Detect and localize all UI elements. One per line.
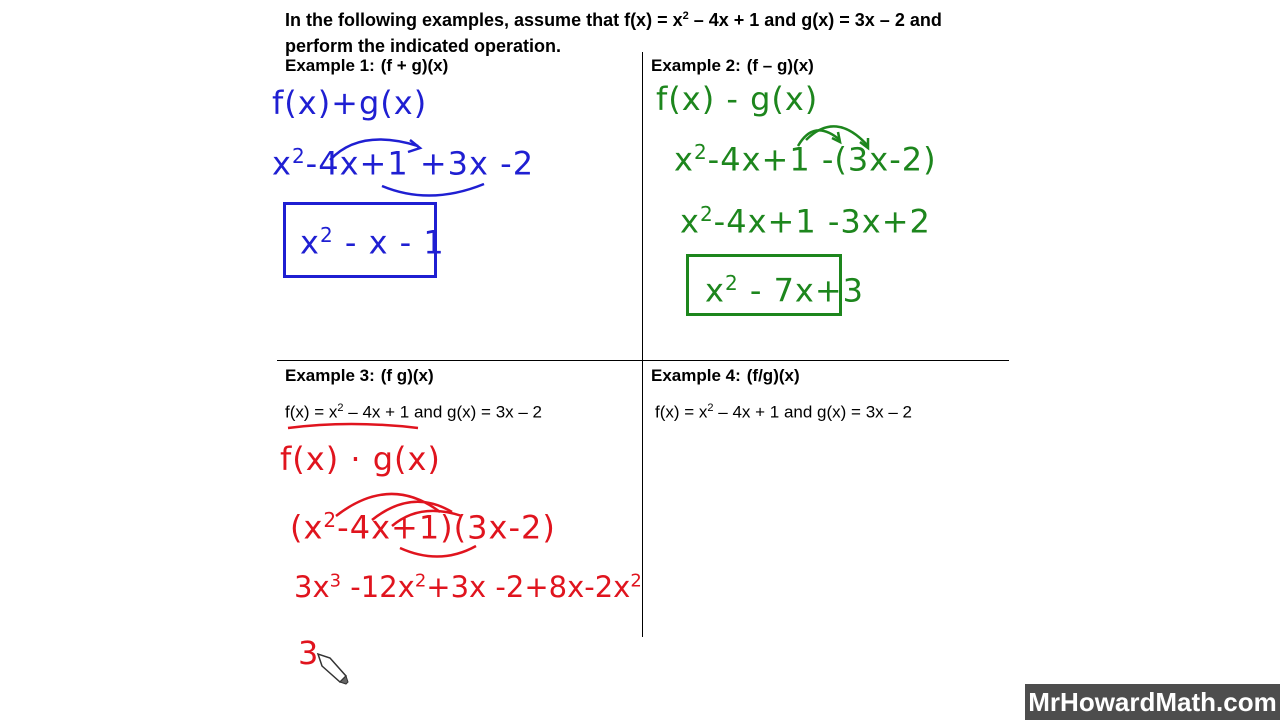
example-3-label: Example 3: — [285, 366, 375, 385]
example-3-heading — [285, 366, 434, 386]
example-4-given — [655, 402, 912, 423]
ex1-step-2-end: -4x+1 +3x -2 — [305, 144, 535, 183]
ex2-answer-exponent: 2 — [724, 271, 739, 295]
example-4-operation: (f/g)(x) — [746, 366, 800, 385]
given-rest: – 4x + 1 and g(x) = 3x – 2 — [713, 402, 913, 422]
ex2-step-2-start: x — [674, 140, 694, 179]
given-f-start: f(x) = x — [285, 402, 338, 422]
ex3-step-3 — [294, 570, 642, 604]
example-1-operation: (f + g)(x) — [380, 56, 449, 75]
intro-exponent: 2 — [682, 10, 689, 22]
ex1-answer-start: x — [300, 223, 320, 262]
ex3-step-2 — [290, 508, 556, 547]
intro-text — [285, 3, 1005, 59]
watermark-logo: MrHowardMath.com — [1025, 684, 1280, 720]
given-exponent: 2 — [337, 402, 344, 414]
given-f-start: f(x) = x — [655, 402, 708, 422]
given-rest: – 4x + 1 and g(x) = 3x – 2 — [343, 402, 543, 422]
ex3-step-2-exponent: 2 — [323, 508, 338, 532]
example-1-heading — [285, 56, 448, 76]
ex3-term-3: +3x -2+8x-2x — [426, 570, 631, 604]
example-2-heading — [651, 56, 814, 76]
ex1-answer-box — [283, 202, 445, 278]
ex3-term-1: 3x — [294, 570, 330, 604]
ex1-answer-exponent: 2 — [319, 223, 334, 247]
ex2-step-2-exponent: 2 — [693, 140, 708, 164]
ex2-step-2 — [674, 140, 937, 179]
ex3-step-2-start: (x — [290, 508, 324, 547]
ex1-step-2-exponent: 2 — [291, 144, 306, 168]
horizontal-divider — [277, 360, 1009, 361]
ex3-term-2: -12x — [341, 570, 415, 604]
ex3-exponent-2: 2 — [414, 570, 427, 592]
ex3-step-2-end: -4x+1)(3x-2) — [337, 508, 556, 547]
ex2-step-1: f(x) - g(x) — [656, 80, 819, 118]
example-4-heading — [651, 366, 800, 386]
ex1-step-2 — [272, 144, 534, 183]
ex2-step-3 — [680, 202, 931, 241]
vertical-divider — [642, 52, 643, 637]
given-exponent: 2 — [707, 402, 714, 414]
example-3-operation: (f g)(x) — [380, 366, 434, 385]
example-2-operation: (f – g)(x) — [746, 56, 814, 75]
ex2-answer-start: x — [705, 271, 725, 310]
pen-cursor-icon — [316, 652, 350, 686]
ex1-step-2-start: x — [272, 144, 292, 183]
intro-line-1-start: In the following examples, assume that f(x) = x — [285, 10, 683, 30]
ex2-step-2-end: -4x+1 -(3x-2) — [707, 140, 937, 179]
ex2-step-3-end: -4x+1 -3x+2 — [713, 202, 931, 241]
example-2-label: Example 2: — [651, 56, 741, 75]
example-4-label: Example 4: — [651, 366, 741, 385]
ex2-answer-box — [686, 254, 865, 316]
intro-line-2: perform the indicated operation. — [285, 36, 562, 56]
ex3-arc-4 — [400, 546, 476, 557]
ex1-under-arc — [382, 184, 484, 196]
ex3-exponent-1: 3 — [329, 570, 342, 592]
ex1-step-1: f(x)+g(x) — [272, 84, 428, 122]
ex2-answer-end: - 7x+3 — [738, 271, 865, 310]
ex3-step-1: f(x) · g(x) — [280, 440, 441, 478]
example-1-label: Example 1: — [285, 56, 375, 75]
ex3-step-4: 3 — [298, 634, 320, 672]
ex3-exponent-3: 2 — [630, 570, 642, 592]
ex2-step-3-start: x — [680, 202, 700, 241]
ex3-underline — [288, 424, 418, 428]
ex2-step-3-exponent: 2 — [699, 202, 714, 226]
ex1-answer-end: - x - 1 — [333, 223, 445, 262]
example-3-given — [285, 402, 542, 423]
intro-line-1 — [285, 3, 1005, 33]
intro-line-1-end: – 4x + 1 and g(x) = 3x – 2 and — [688, 10, 942, 30]
